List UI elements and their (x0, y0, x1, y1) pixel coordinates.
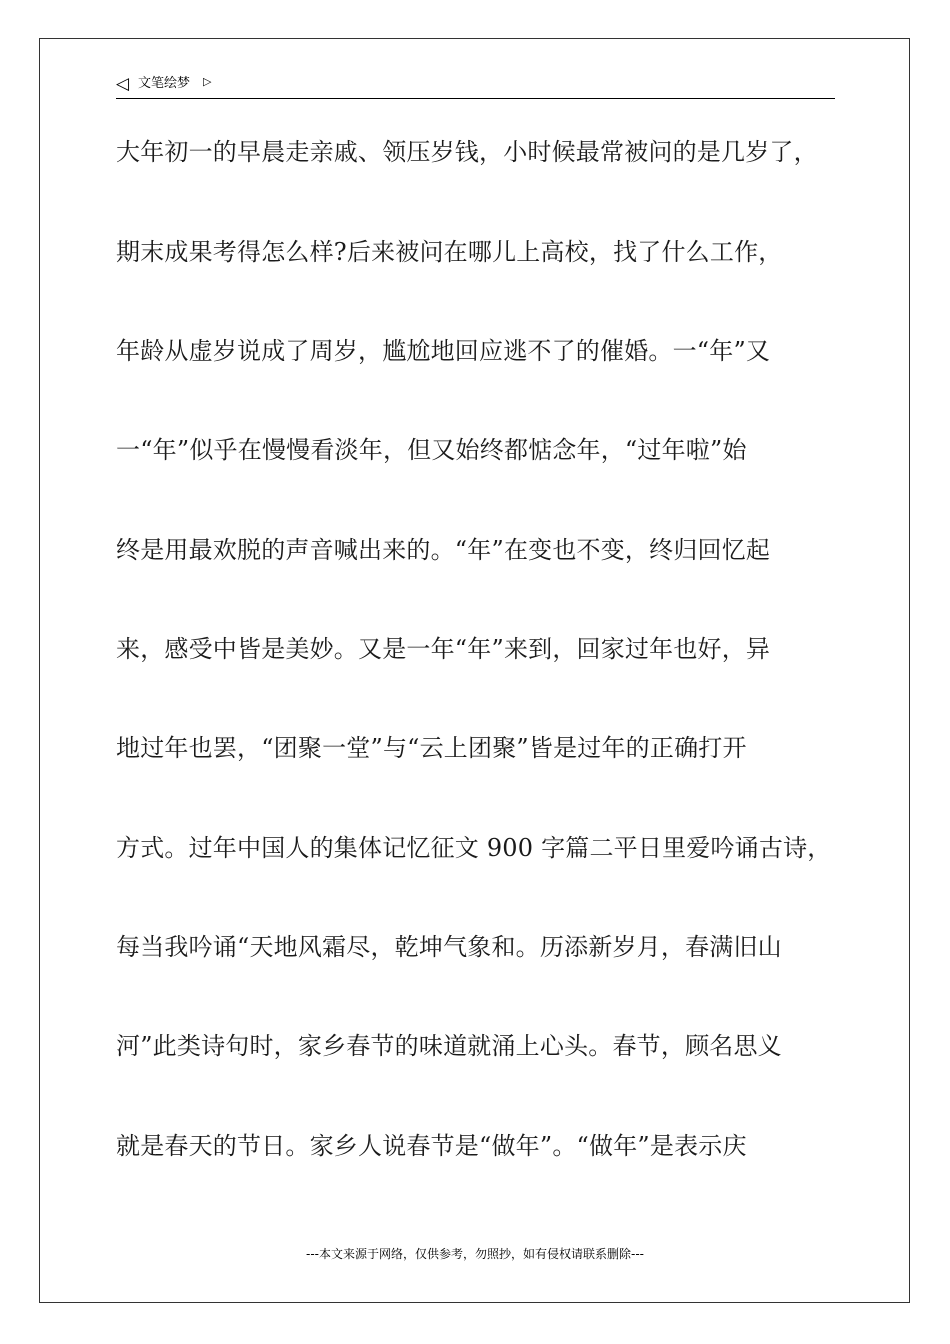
text-line: 期末成果考得怎么样?后来被问在哪儿上高校，找了什么工作， (116, 238, 783, 266)
footer-disclaimer: ---本文来源于网络，仅供参考，勿照抄，如有侵权请联系删除--- (306, 1247, 644, 1261)
text-line: 河”此类诗句时，家乡春节的味道就涌上心头。春节，顾名思义 (116, 1032, 782, 1060)
document-header (116, 74, 835, 99)
header-title: 文笔绘梦 (138, 76, 191, 91)
text-line: 终是用最欢脱的声音喊出来的。“年”在变也不变，终归回忆起 (116, 536, 771, 564)
text-line: 地过年也罢，“团聚一堂”与“云上团聚”皆是过年的正确打开 (116, 734, 747, 762)
text-line: 每当我吟诵“天地风霜尽，乾坤气象和。历添新岁月，春满旧山 (116, 933, 782, 961)
text-line: 就是春天的节日。家乡人说春节是“做年”。“做年”是表示庆 (116, 1132, 747, 1160)
text-line: 来，感受中皆是美妙。又是一年“年”来到，回家过年也好，异 (116, 635, 771, 663)
text-line: 一“年”似乎在慢慢看淡年，但又始终都惦念年，“过年啦”始 (116, 436, 747, 464)
right-triangle-icon: ▷ (203, 75, 212, 88)
left-triangle-icon: ◁ (116, 74, 130, 94)
page-frame (39, 38, 910, 1303)
text-line: 大年初一的早晨走亲戚、领压岁钱，小时候最常被问的是几岁了， (116, 138, 818, 166)
text-line: 年龄从虚岁说成了周岁，尴尬地回应逃不了的催婚。一“年”又 (116, 337, 771, 365)
text-line: 方式。过年中国人的集体记忆征文 900 字篇二平日里爱吟诵古诗， (116, 834, 832, 862)
